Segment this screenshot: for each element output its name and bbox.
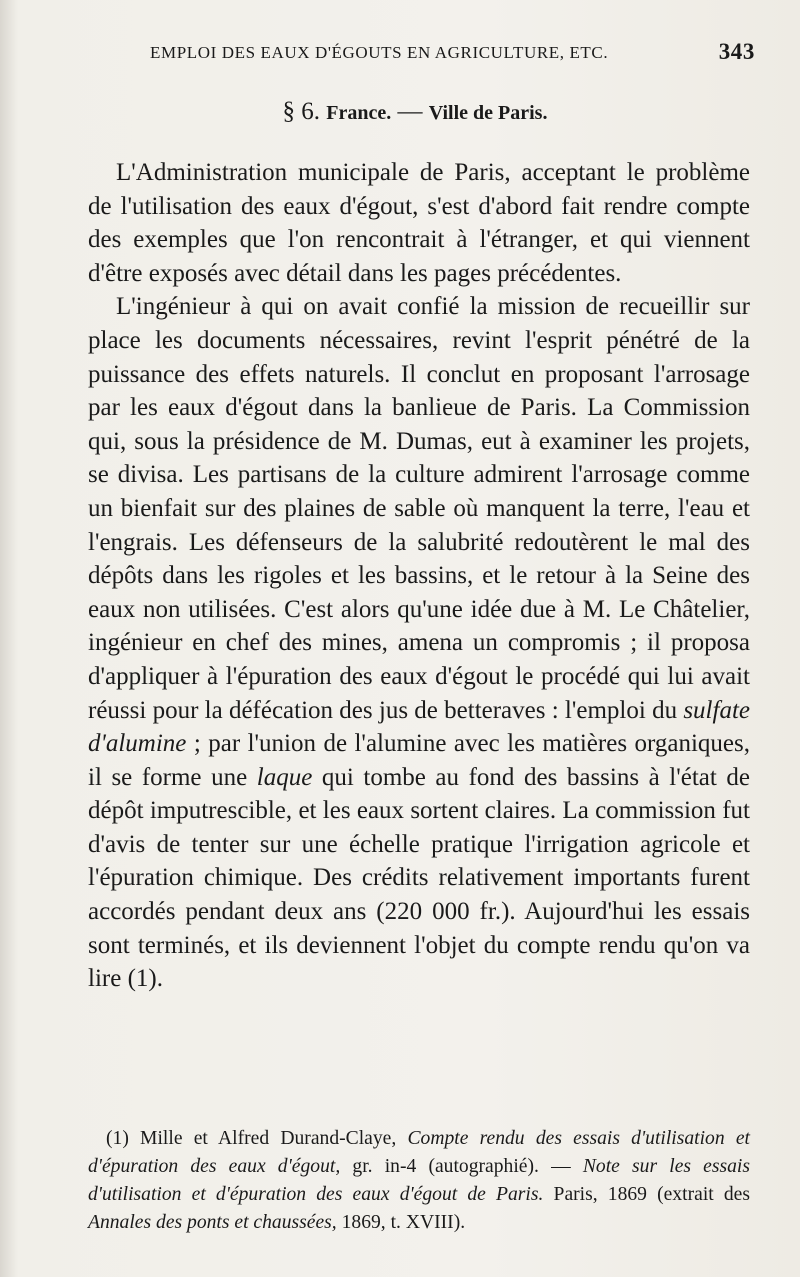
section-title-city: Ville de Paris. [428, 102, 548, 124]
paragraph-1: L'Administration municipale de Paris, acceptant le problème de l'utilisation des eaux d'égout, s'est d'abord fait rendre compte des exemples que l'on rencontrait à l'étranger, et qui viennent d'être exposés avec détail dans les pages précédentes. [88, 159, 750, 287]
paragraph-2-italic-laque: laque [256, 763, 313, 791]
footnote-text-b: gr. in-4 (autographié). — [340, 1156, 583, 1177]
paragraph-2-text-c: qui tombe au fond des bassins à l'état de dépôt imputrescible, et les eaux sortent claires. La commission fut d'avis de tenter sur une échelle pratique l'irrigation agricole et l'épuration chimique. Des crédits relativement importants furent accordés pendant deux ans (220 000 fr.). Aujourd'hui les essais sont terminés, et ils deviennent l'objet du compte rendu qu'on va lire (1). [88, 763, 750, 993]
section-number: § 6. [282, 98, 321, 125]
footnote-italic-1: Compte rendu des essais d'utilisation et d'épuration des eaux d'égout, [88, 1128, 750, 1177]
section-dash: — [397, 98, 423, 125]
running-header [150, 39, 755, 64]
section-title-country: France. [326, 102, 392, 124]
paragraph-2-text-a: L'ingénieur à qui on avait confié la mission de recueillir sur place les documents nécessaires, revint l'esprit pénétré de la puissance des effets naturels. Il conclut en proposant l'arrosage par les eaux d'égout dans la banlieue de Paris. La Commission qui, sous la présidence de M. Dumas, eut à examiner les projets, se divisa. Les partisans de la culture admirent l'arrosage comme un bienfait sur des plaines de sable où manquent la terre, l'eau et l'engrais. Les défenseurs de la salubrité redoutèrent le mal des dépôts dans les rigoles et les bassins, et le retour à la Seine des eaux non utilisées. C'est alors qu'une idée due à M. Le Châtelier, ingénieur en chef des mines, amena un compromis ; il proposa d'appliquer à l'épuration des eaux d'égout le procédé qui lui avait réussi pour la défécation des jus de betteraves : l'emploi du [88, 293, 750, 724]
section-heading [0, 98, 800, 126]
footnote [88, 1125, 750, 1237]
footnote-text-c: Paris, 1869 (extrait des [543, 1184, 750, 1205]
paragraph-2-text-b: ; par l'union de l'alumine avec les matières organiques, il se forme une [88, 730, 750, 791]
footnote-text-d: 1869, t. XVIII). [336, 1212, 466, 1233]
page-number: 343 [718, 39, 755, 64]
footnote-text [88, 1125, 750, 1237]
paragraph-2 [88, 290, 750, 995]
body-text [88, 156, 750, 996]
paragraph-2-italic-sulfate: sulfate d'alumine [88, 696, 750, 758]
running-title: EMPLOI DES EAUX D'ÉGOUTS EN AGRICULTURE, ETC. [150, 43, 609, 62]
footnote-italic-2: Note sur les essais d'utilisation et d'épuration des eaux d'égout de Paris. [88, 1156, 750, 1205]
footnote-text-a: (1) Mille et Alfred Durand-Claye, [106, 1128, 408, 1149]
footnote-italic-3: Annales des ponts et chaussées, [88, 1212, 337, 1233]
